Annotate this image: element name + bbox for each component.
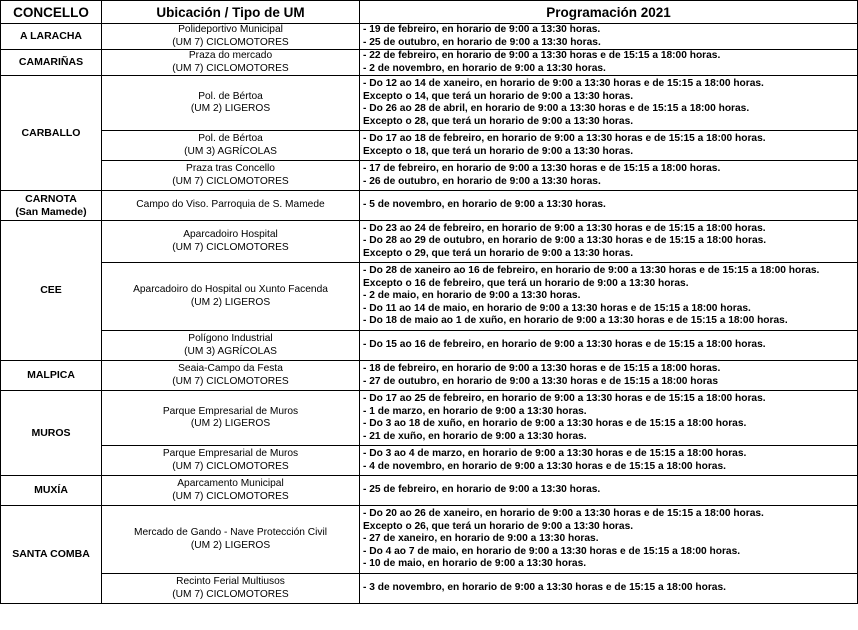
schedule-cell <box>360 131 858 161</box>
location-cell <box>102 161 360 191</box>
schedule-line: - 1 de marzo, en horario de 9:00 a 13:30 horas. <box>363 405 587 417</box>
concello-cell <box>1 76 102 191</box>
schedule-line: - 2 de novembro, en horario de 9:00 a 13:30 horas. <box>363 62 606 74</box>
location-name: Campo do Viso. Parroquia de S. Mamede <box>136 199 325 211</box>
location-cell <box>102 361 360 391</box>
concello-subname: (San Mamede) <box>15 205 87 218</box>
schedule-line: Excepto o 26, que terá un horario de 9:00 a 13:30 horas. <box>363 520 634 532</box>
location-cell <box>102 24 360 50</box>
schedule-line: - Do 17 ao 25 de febreiro, en horario de 9:00 a 13:30 horas e de 15:15 a 18:00 horas. <box>363 393 766 404</box>
table-row <box>1 506 858 574</box>
unit-type: (UM 7) CICLOMOTORES <box>172 241 289 253</box>
location-name: Pol. de Bértoa <box>198 90 263 102</box>
table-row <box>1 331 858 361</box>
concello-cell <box>1 221 102 361</box>
concello-name: A LARACHA <box>19 30 83 43</box>
schedule-line: - Do 26 ao 28 de abril, en horario de 9:00 a 13:30 horas e de 15:15 a 18:00 horas. <box>363 103 750 114</box>
table-row <box>1 574 858 604</box>
location-name: Polígono Industrial <box>188 333 273 344</box>
schedule-cell <box>360 221 858 263</box>
unit-type: (UM 2) LIGEROS <box>190 539 271 551</box>
location-name: Recinto Ferial Multiusos <box>176 576 285 587</box>
schedule-cell <box>360 331 858 361</box>
location-cell <box>102 391 360 446</box>
table-row <box>1 191 858 221</box>
concello-name: MUXÍA <box>34 484 68 497</box>
location-cell <box>102 574 360 604</box>
concello-name: SANTA COMBA <box>12 548 90 561</box>
schedule-line: - 25 de outubro, en horario de 9:00 a 13:30 horas. <box>363 36 601 48</box>
schedule-cell <box>360 446 858 476</box>
schedule-cell <box>360 391 858 446</box>
schedule-cell <box>360 50 858 76</box>
schedule-line: - 27 de xaneiro, en horario de 9:00 a 13:30 horas. <box>363 533 599 545</box>
unit-type: (UM 7) CICLOMOTORES <box>172 375 289 387</box>
concello-name: CARBALLO <box>21 126 81 139</box>
schedule-line: - 25 de febreiro, en horario de 9:00 a 13:30 horas. <box>363 484 601 496</box>
schedule-line: - Do 28 ao 29 de outubro, en horario de 9:00 a 13:30 horas e de 15:15 a 18:00 horas. <box>363 235 767 247</box>
table-row <box>1 446 858 476</box>
schedule-line: - 17 de febreiro, en horario de 9:00 a 13:30 horas e de 15:15 a 18:00 horas. <box>363 163 721 174</box>
schedule-line: Excepto o 29, que terá un horario de 9:00 a 13:30 horas. <box>363 247 634 259</box>
unit-type: (UM 7) CICLOMOTORES <box>172 460 289 472</box>
schedule-line: Excepto o 16 de febreiro, que terá un horario de 9:00 a 13:30 horas. <box>363 277 689 289</box>
location-cell <box>102 476 360 506</box>
location-cell <box>102 446 360 476</box>
table-row <box>1 24 858 50</box>
schedule-line: - 21 de xuño, en horario de 9:00 a 13:30 horas. <box>363 430 587 442</box>
schedule-line: - Do 11 ao 14 de maio, en horario de 9:00 a 13:30 horas e de 15:15 a 18:00 horas. <box>363 302 751 314</box>
location-name: Aparcadoiro Hospital <box>183 229 278 240</box>
location-name: Pol. de Bértoa <box>198 133 263 144</box>
unit-type: (UM 2) LIGEROS <box>190 418 271 429</box>
concello-name: MALPICA <box>27 369 75 382</box>
location-name: Parque Empresarial de Muros <box>162 405 299 417</box>
location-cell <box>102 506 360 574</box>
schedule-line: - Do 3 ao 4 de marzo, en horario de 9:00 a 13:30 horas e de 15:15 a 18:00 horas. <box>363 448 747 459</box>
location-name: Parque Empresarial de Muros <box>162 448 299 459</box>
location-name: Aparcadoiro do Hospital ou Xunto Facenda <box>133 284 328 295</box>
concello-name: MUROS <box>31 426 71 439</box>
unit-type: (UM 7) CICLOMOTORES <box>172 62 289 74</box>
header-row <box>1 1 858 24</box>
unit-type: (UM 7) CICLOMOTORES <box>172 588 289 600</box>
table-row <box>1 76 858 131</box>
unit-type: (UM 3) AGRÍCOLAS <box>184 145 277 157</box>
location-cell <box>102 331 360 361</box>
unit-type: (UM 7) CICLOMOTORES <box>172 36 289 48</box>
table-row <box>1 131 858 161</box>
schedule-cell <box>360 574 858 604</box>
schedule-line: - 27 de outubro, en horario de 9:00 a 13:30 horas e de 15:15 a 18:00 horas <box>363 375 719 387</box>
unit-type: (UM 3) AGRÍCOLAS <box>184 345 277 357</box>
schedule-cell <box>360 191 858 221</box>
concello-name: CEE <box>40 284 62 297</box>
table-row <box>1 476 858 506</box>
concello-cell <box>1 506 102 604</box>
location-cell <box>102 50 360 76</box>
unit-type: (UM 2) LIGEROS <box>190 296 271 308</box>
schedule-cell <box>360 161 858 191</box>
unit-type: (UM 2) LIGEROS <box>190 103 271 114</box>
schedule-line: - 2 de maio, en horario de 9:00 a 13:30 horas. <box>363 290 581 302</box>
schedule-line: - 3 de novembro, en horario de 9:00 a 13:30 horas e de 15:15 a 18:00 horas. <box>363 582 726 594</box>
schedule-line: - Do 4 ao 7 de maio, en horario de 9:00 a 13:30 horas e de 15:15 a 18:00 horas. <box>363 545 741 557</box>
concello-name: CAMARIÑAS <box>18 56 84 69</box>
schedule-line: - Do 20 ao 26 de xaneiro, en horario de 9:00 a 13:30 horas e de 15:15 a 18:00 horas. <box>363 508 764 520</box>
schedule-line: - 26 de outubro, en horario de 9:00 a 13:30 horas. <box>363 175 601 187</box>
table-row <box>1 50 858 76</box>
table-row <box>1 161 858 191</box>
location-name: Polideportivo Municipal <box>178 24 283 35</box>
schedule-line: - Do 12 ao 14 de xaneiro, en horario de 9:00 a 13:30 horas e de 15:15 a 18:00 horas. <box>363 78 764 89</box>
schedule-line: - 18 de febreiro, en horario de 9:00 a 13:30 horas e de 15:15 a 18:00 horas. <box>363 363 721 374</box>
concello-cell <box>1 191 102 221</box>
concello-name: CARNOTA <box>25 193 77 205</box>
table-row <box>1 221 858 263</box>
schedule-line: Excepto o 18, que terá un horario de 9:00 a 13:30 horas. <box>363 145 634 157</box>
location-name: Seaia-Campo da Festa <box>178 363 283 374</box>
location-name: Praza do mercado <box>188 50 273 61</box>
schedule-cell <box>360 476 858 506</box>
schedule-cell <box>360 361 858 391</box>
schedule-line: - Do 15 ao 16 de febreiro, en horario de 9:00 a 13:30 horas e de 15:15 a 18:00 horas. <box>363 339 766 351</box>
concello-cell <box>1 391 102 476</box>
schedule-cell <box>360 76 858 131</box>
schedule-line: Excepto o 28, que terá un horario de 9:00 a 13:30 horas. <box>363 115 634 127</box>
location-cell <box>102 263 360 331</box>
location-cell <box>102 191 360 221</box>
table-row <box>1 263 858 331</box>
concello-cell <box>1 50 102 76</box>
location-name: Aparcamento Municipal <box>177 478 284 489</box>
concello-cell <box>1 476 102 506</box>
header-concello: CONCELLO <box>1 1 102 24</box>
schedule-line: - Do 28 de xaneiro ao 16 de febreiro, en horario de 9:00 a 13:30 horas e de 15:15 a 18:00 horas. <box>363 265 820 277</box>
location-name: Mercado de Gando - Nave Protección Civil <box>133 527 328 538</box>
schedule-line: - Do 17 ao 18 de febreiro, en horario de 9:00 a 13:30 horas e de 15:15 a 18:00 horas. <box>363 133 766 144</box>
schedule-line: - 10 de maio, en horario de 9:00 a 13:30 horas. <box>363 558 587 570</box>
schedule-line: Excepto o 14, que terá un horario de 9:00 a 13:30 horas. <box>363 90 634 102</box>
table-body <box>1 24 858 604</box>
concello-cell <box>1 361 102 391</box>
header-programacion: Programación 2021 <box>360 1 858 24</box>
location-cell <box>102 76 360 131</box>
location-name: Praza tras Concello <box>186 163 275 174</box>
schedule-line: - Do 18 de maio ao 1 de xuño, en horario de 9:00 a 13:30 horas e de 15:15 a 18:00 horas. <box>363 315 788 327</box>
schedule-line: - Do 3 ao 18 de xuño, en horario de 9:00 a 13:30 horas e de 15:15 a 18:00 horas. <box>363 418 747 429</box>
schedule-line: - 19 de febreiro, en horario de 9:00 a 13:30 horas. <box>363 24 601 35</box>
header-ubicacion: Ubicación / Tipo de UM <box>102 1 360 24</box>
schedule-cell <box>360 24 858 50</box>
table-row <box>1 361 858 391</box>
location-cell <box>102 221 360 263</box>
schedule-line: - 22 de febreiro, en horario de 9:00 a 13:30 horas e de 15:15 a 18:00 horas. <box>363 50 721 61</box>
schedule-line: - 5 de novembro, en horario de 9:00 a 13:30 horas. <box>363 199 606 211</box>
schedule-cell <box>360 263 858 331</box>
table-row <box>1 391 858 446</box>
unit-type: (UM 7) CICLOMOTORES <box>172 490 289 502</box>
schedule-line: - Do 23 ao 24 de febreiro, en horario de 9:00 a 13:30 horas e de 15:15 a 18:00 horas. <box>363 222 766 234</box>
concello-cell <box>1 24 102 50</box>
unit-type: (UM 7) CICLOMOTORES <box>172 175 289 187</box>
schedule-line: - 4 de novembro, en horario de 9:00 a 13:30 horas e de 15:15 a 18:00 horas. <box>363 460 726 472</box>
schedule-cell <box>360 506 858 574</box>
location-cell <box>102 131 360 161</box>
